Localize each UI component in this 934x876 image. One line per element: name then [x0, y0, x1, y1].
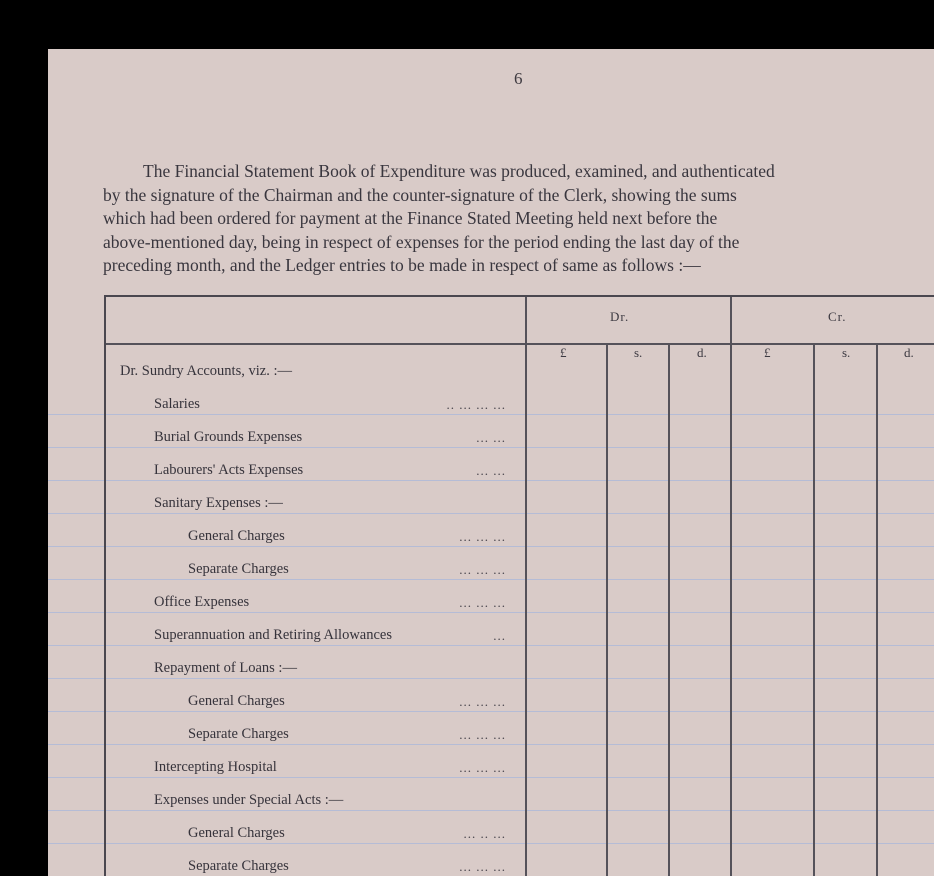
debit-heading: Dr. — [610, 309, 630, 324]
ledger-row-label: Salaries — [154, 396, 200, 412]
leader-dots: ... ... — [476, 463, 506, 478]
leader-dots: ... ... — [476, 430, 506, 445]
leader-dots: ... ... ... — [459, 760, 506, 775]
unit-pounds-cr: £ — [764, 345, 771, 360]
credit-heading: Cr. — [828, 309, 847, 324]
ledger-row-label: Separate Charges — [188, 858, 289, 874]
ledger-row-label: Repayment of Loans :— — [154, 660, 297, 676]
column-divider — [606, 345, 608, 876]
leader-dots: ... ... ... — [459, 859, 506, 874]
leader-dots: ... ... ... — [459, 529, 506, 544]
unit-pounds-dr: £ — [560, 345, 567, 360]
intro-line-3: which had been ordered for payment at the Finance Stated Meeting held next before the — [103, 208, 718, 228]
column-divider — [730, 297, 732, 876]
column-divider — [813, 345, 815, 876]
unit-shillings-cr: s. — [842, 345, 851, 360]
page-number: 6 — [514, 69, 523, 88]
document-page — [48, 49, 934, 876]
leader-dots: ... ... ... — [459, 694, 506, 709]
leader-dots: ... .. ... — [463, 826, 506, 841]
intro-paragraph — [103, 160, 934, 278]
intro-line-5: preceding month, and the Ledger entries to be made in respect of same as follows :— — [103, 255, 701, 275]
ledger-row-label: Dr. Sundry Accounts, viz. :— — [120, 363, 292, 379]
ledger-row-label: General Charges — [188, 528, 285, 544]
ledger-row-label: Labourers' Acts Expenses — [154, 462, 304, 478]
header-rule — [106, 343, 934, 345]
ledger-row-label: Sanitary Expenses :— — [154, 495, 283, 511]
column-divider — [668, 345, 670, 876]
intro-line-1: The Financial Statement Book of Expenditure was produced, examined, and authenticated — [143, 161, 775, 181]
ledger-row-label: Expenses under Special Acts :— — [154, 792, 344, 808]
ledger-row-label: Intercepting Hospital — [154, 759, 277, 775]
unit-pence-dr: d. — [697, 345, 707, 360]
unit-shillings-dr: s. — [634, 345, 643, 360]
column-divider — [876, 345, 878, 876]
ledger-table — [104, 295, 934, 876]
leader-dots: .. ... ... ... — [446, 397, 506, 412]
ledger-row-label: Separate Charges — [188, 726, 289, 742]
leader-dots: ... — [493, 628, 506, 643]
ledger-row-label: General Charges — [188, 825, 285, 841]
ledger-row-label: Superannuation and Retiring Allowances — [154, 627, 392, 643]
unit-pence-cr: d. — [904, 345, 914, 360]
ledger-row-label: Office Expenses — [154, 594, 250, 610]
ledger-row-label: Burial Grounds Expenses — [154, 429, 303, 445]
column-divider — [525, 297, 527, 876]
ledger-row-label: General Charges — [188, 693, 285, 709]
intro-line-4: above-mentioned day, being in respect of expenses for the period ending the last day of the — [103, 231, 740, 252]
leader-dots: ... ... ... — [459, 595, 506, 610]
intro-line-2: by the signature of the Chairman and the counter-signature of the Clerk, showing the sums — [103, 184, 737, 205]
leader-dots: ... ... ... — [459, 562, 506, 577]
ledger-row-label: Separate Charges — [188, 561, 289, 577]
leader-dots: ... ... ... — [459, 727, 506, 742]
